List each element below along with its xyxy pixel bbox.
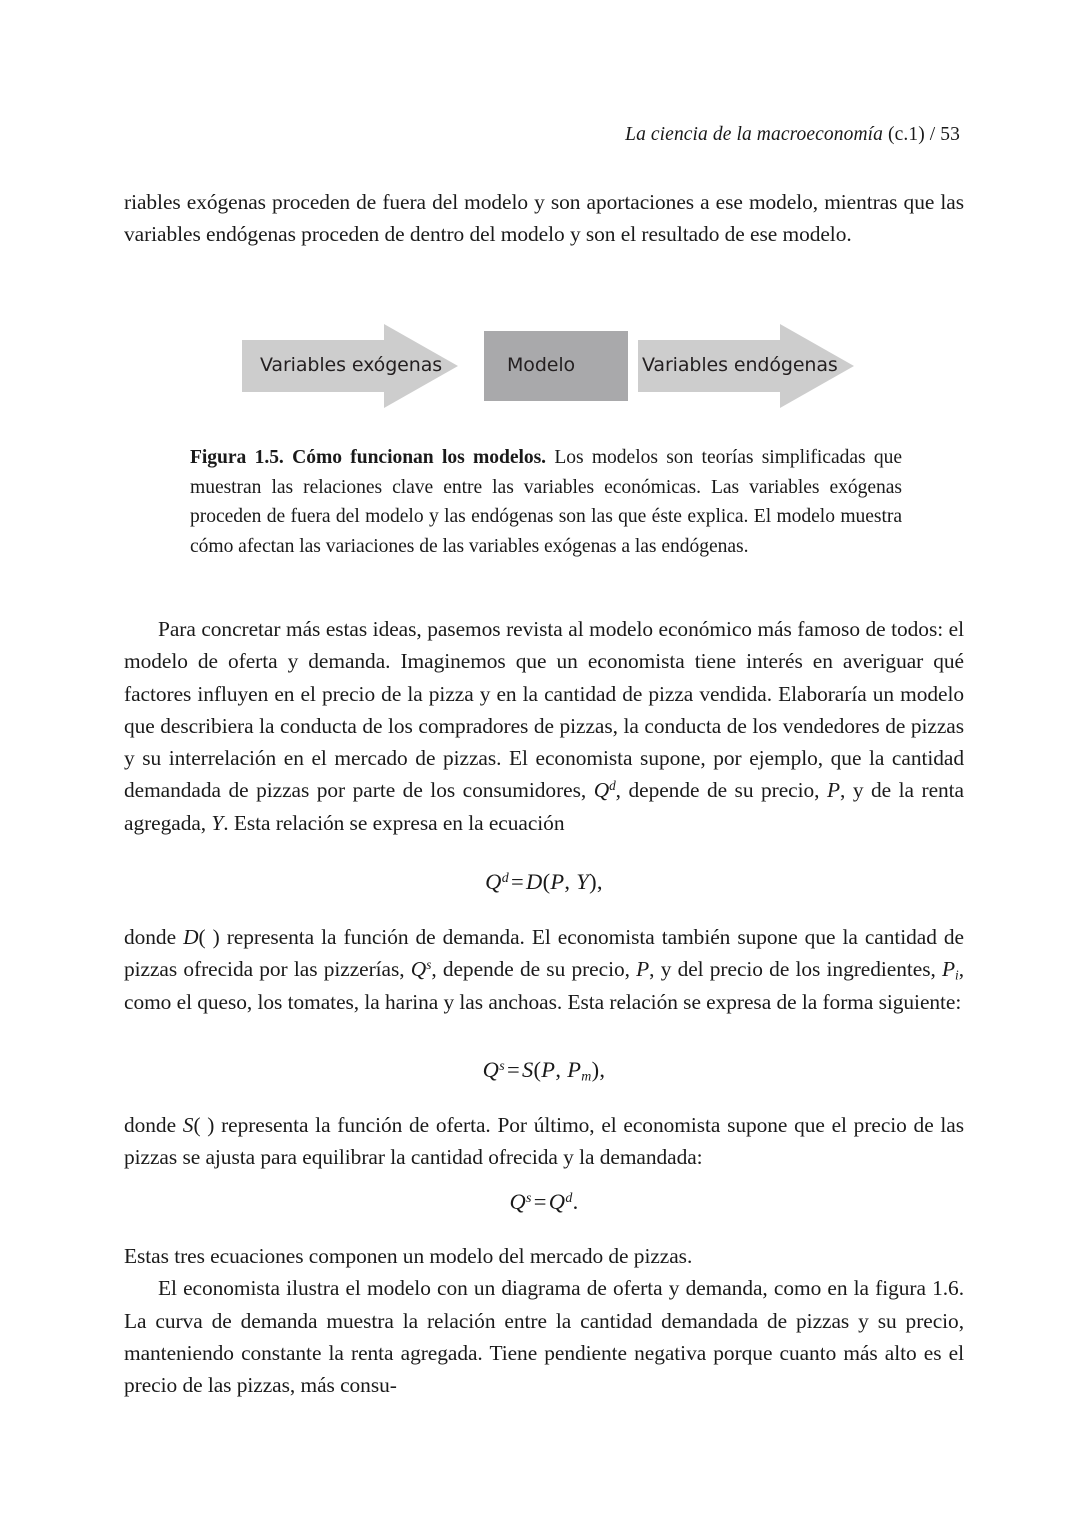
paragraph-segment: ( ) representa la función de oferta. Por último, el economista supone que el precio de las pizzas se ajusta para equilibrar la cantidad ofrecida y la demandada: xyxy=(124,1113,964,1170)
var-P: P xyxy=(826,778,841,803)
equation-lhs xyxy=(509,1189,531,1214)
equation-function: S xyxy=(521,1057,534,1082)
var-base: Q xyxy=(482,1057,500,1082)
paragraph-three-equations: Estas tres ecuaciones componen un modelo del mercado de pizzas. xyxy=(124,1244,693,1268)
figure-caption-text: Los modelos son teorías simplificadas que muestran las relaciones clave entre las variables económicas. Las variables exógenas proceden de fuera del modelo y las endógenas son las que éste explica. El modelo muestra cómo afectan las variaciones de las variables exógenas a las endógenas. xyxy=(190,447,902,557)
running-head-title: La ciencia de la macroeconomía xyxy=(625,124,884,145)
var-superscript: s xyxy=(499,1058,505,1074)
var-P: P xyxy=(636,957,650,982)
equation-arg-2: Y xyxy=(576,869,590,894)
paragraph-segment: Para concretar más estas ideas, pasemos revista al modelo económico más famoso de todos: el modelo de oferta y demanda. Imaginemos que un economista tiene interés en averiguar qué factores influyen en el precio de la pizza y en la cantidad de pizza vendida. Elaboraría un modelo que describiera la conducta de los compradores de pizzas, la conducta de los vendedores de pizzas y su interrelación en el mercado de pizzas. El economista supone, por ejemplo, que la cantidad demandada de pizzas por parte de los consumidores, xyxy=(124,617,964,803)
equation-demand xyxy=(124,868,964,896)
paragraph-segment: . Esta relación se expresa en la ecuación xyxy=(223,810,565,835)
equation-paren-close: ) xyxy=(591,1057,600,1082)
paragraph-demand-curve: El economista ilustra el modelo con un diagrama de oferta y demanda, como en la figura 1.6. La curva de demanda muestra la relación entre la cantidad demandada de pizzas y su precio, manteniendo constante la renta agregada. Tiene pendiente negativa porque cuanto más alto es el precio de las pizzas, más consu- xyxy=(124,1276,964,1398)
equation-paren-open: ( xyxy=(533,1057,542,1082)
equation-rhs xyxy=(549,1189,573,1214)
var-base: Q xyxy=(485,869,502,894)
text-block-2 xyxy=(124,613,964,839)
equation-operator: = xyxy=(511,869,524,894)
equation-supply xyxy=(124,1056,964,1084)
equation-comma: , xyxy=(564,869,577,894)
equation-operator: = xyxy=(506,1057,520,1082)
running-head-chapter: (c.1) xyxy=(888,124,925,145)
text-block-5 xyxy=(124,1240,964,1401)
var-subscript: i xyxy=(955,967,959,983)
figure-caption xyxy=(190,443,902,561)
var-base: Q xyxy=(593,778,610,803)
running-head-separator: / xyxy=(929,124,936,145)
figure-number: Figura 1.5. xyxy=(190,447,284,468)
equation-comma: , xyxy=(555,1057,568,1082)
equation-paren-close: ) xyxy=(589,869,597,894)
equation-lhs xyxy=(485,869,509,894)
equation-operator: = xyxy=(533,1189,547,1214)
equation-arg-2 xyxy=(567,1057,592,1085)
text-block-1 xyxy=(124,186,964,251)
arrow-right-label: Variables endógenas xyxy=(642,354,838,376)
figure-1-5 xyxy=(124,318,964,414)
var-base: Q xyxy=(410,957,427,982)
var-subscript: m xyxy=(581,1069,592,1085)
var-base: P xyxy=(942,957,956,982)
paragraph-pizza-model xyxy=(124,613,964,839)
var-base: P xyxy=(567,1057,582,1082)
page-folio: 53 xyxy=(940,124,960,145)
paragraph-supply-function xyxy=(124,921,964,1018)
paragraph-equilibrium xyxy=(124,1109,964,1174)
var-Y: Y xyxy=(211,810,224,835)
equation-function: D xyxy=(526,869,543,894)
var-superscript: d xyxy=(609,778,616,794)
equation-trailing-punctuation: , xyxy=(596,869,603,894)
paragraph-segment: donde xyxy=(124,1113,183,1137)
equation-arg-1: P xyxy=(550,869,565,894)
model-box-label: Modelo xyxy=(507,354,576,376)
equation-lhs xyxy=(483,1057,505,1082)
var-superscript: d xyxy=(565,1190,573,1206)
equation-trailing-punctuation: . xyxy=(572,1189,579,1214)
equation-arg-1: P xyxy=(541,1057,556,1082)
var-superscript: d xyxy=(501,870,509,886)
paragraph-segment: ( ) representa la función de demanda. El economista también supone que la cantidad de pizzas ofrecida por las pizzerías, xyxy=(124,925,965,982)
arrow-left-label: Variables exógenas xyxy=(260,354,443,376)
paragraph-segment: donde xyxy=(124,925,184,949)
text-block-3 xyxy=(124,921,964,1018)
paragraph-segment: , depende de su precio, xyxy=(615,778,827,803)
var-Qs xyxy=(411,957,432,981)
var-base: Q xyxy=(548,1189,566,1214)
paragraph-segment: , como el queso, los tomates, la harina y las anchoas. Esta relación se expresa de la forma siguiente: xyxy=(124,957,964,1014)
var-superscript: s xyxy=(426,957,432,973)
equation-paren-open: ( xyxy=(542,869,551,894)
var-base: Q xyxy=(509,1189,527,1214)
var-S: S xyxy=(182,1113,194,1137)
paragraph-segment: , y de la renta agregada, xyxy=(124,778,964,835)
var-superscript: s xyxy=(526,1190,532,1206)
var-D: D xyxy=(183,925,199,949)
var-Qd xyxy=(594,778,616,802)
running-head xyxy=(625,123,960,146)
model-flow-diagram xyxy=(242,318,854,414)
equation-equilibrium xyxy=(124,1188,964,1216)
figure-title: Cómo funcionan los modelos. xyxy=(292,447,547,468)
paragraph-continuation: riables exógenas proceden de fuera del modelo y son aportaciones a ese modelo, mientras que las variables endógenas proceden de dentro del modelo y son el resultado de ese modelo. xyxy=(124,190,964,247)
text-block-4 xyxy=(124,1109,964,1174)
var-Pi xyxy=(942,957,959,981)
equation-trailing-punctuation: , xyxy=(599,1057,606,1082)
paragraph-segment: , depende de su precio, xyxy=(431,957,637,982)
paragraph-segment: , y del precio de los ingredientes, xyxy=(649,957,943,982)
